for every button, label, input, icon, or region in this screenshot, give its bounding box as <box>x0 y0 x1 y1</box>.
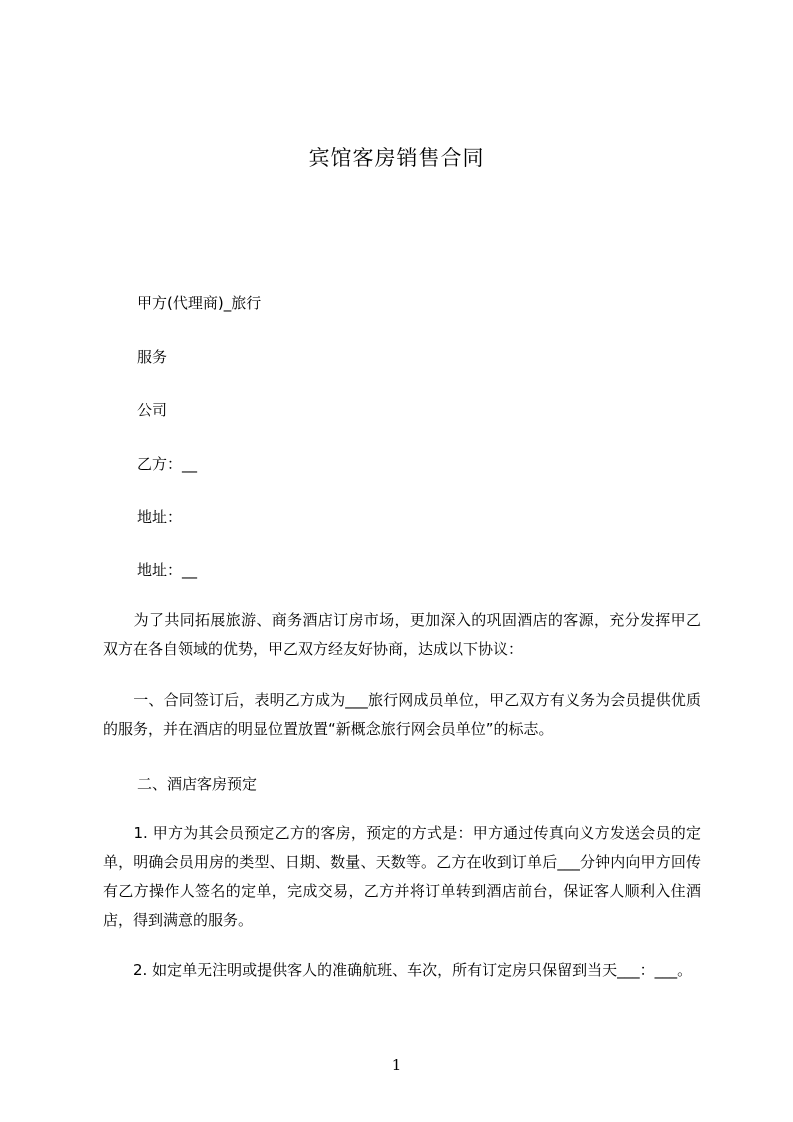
clause-one-paragraph: 一、合同签订后，表明乙方成为___旅行网成员单位，甲乙双方有义务为会员提供优质的服务，并在酒店的明显位置放置“新概念旅行网会员单位”的标志。 <box>103 691 701 738</box>
party-a-line-1: 甲方(代理商)_旅行 <box>137 294 262 312</box>
page-number: 1 <box>391 1056 402 1074</box>
item-two-paragraph: 2. 如定单无注明或提供客人的准确航班、车次，所有订定房只保留到当天___：___。 <box>103 961 693 979</box>
section-two-heading: 二、酒店客房预定 <box>137 775 258 793</box>
document-title: 宾馆客房销售合同 <box>308 146 485 170</box>
item-one-paragraph: 1. 甲方为其会员预定乙方的客房，预定的方式是：甲方通过传真向义方发送会员的定单，明确会员用房的类型、日期、数量、天数等。乙方在收到订单后___分钟内向甲方回传有乙方操作人签名的定单，完成交易，乙方并将订单转到酒店前台，保证客人顺利入住酒店，得到满意的服务。 <box>103 824 701 929</box>
intro-paragraph: 为了共同拓展旅游、商务酒店订房市场，更加深入的巩固酒店的客源，充分发挥甲乙双方在各自领域的优势，甲乙双方经友好协商，达成以下协议： <box>103 611 701 658</box>
party-a-line-3: 公司 <box>137 401 168 419</box>
address-b-line: 地址：__ <box>137 561 198 579</box>
address-a-line: 地址： <box>137 508 183 526</box>
party-a-line-2: 服务 <box>137 348 168 366</box>
party-b-line: 乙方：__ <box>137 455 198 473</box>
